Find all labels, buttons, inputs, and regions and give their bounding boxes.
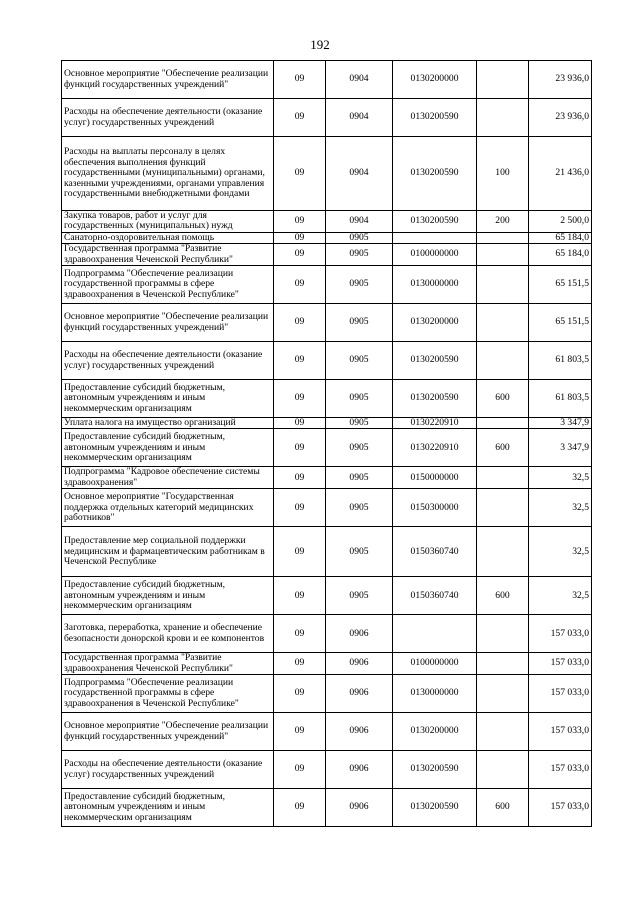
table-row [62,675,592,713]
row-amount: 65 184,0 [529,244,592,266]
row-expense-type [477,304,529,342]
table-row [62,467,592,489]
row-target-article: 0130200590 [393,751,477,789]
row-target-article: 0130200590 [393,211,477,233]
row-section: 09 [274,527,326,577]
row-expense-type [477,615,529,653]
row-target-article: 0130200590 [393,789,477,827]
row-section: 09 [274,211,326,233]
row-amount: 157 033,0 [529,653,592,675]
row-subsection: 0905 [326,232,393,243]
row-amount: 23 936,0 [529,61,592,99]
row-name: Заготовка, переработка, хранение и обеспечение безопасности донорской крови и ее компонентов [62,615,274,653]
row-section: 09 [274,137,326,211]
row-target-article: 0130200590 [393,380,477,418]
row-subsection: 0905 [326,489,393,527]
table-row [62,342,592,380]
row-amount: 32,5 [529,577,592,615]
row-section: 09 [274,99,326,137]
row-name: Подпрограмма "Обеспечение реализации государственной программы в сфере здравоохранения в Чеченской Республике" [62,266,274,304]
row-subsection: 0905 [326,577,393,615]
row-section: 09 [274,429,326,467]
row-name: Расходы на выплаты персоналу в целях обеспечения выполнения функций государственными (муниципальными) органами, казенными учреждениями, органами управления государственными внебюджетными фондами [62,137,274,211]
row-amount: 65 151,5 [529,266,592,304]
row-section: 09 [274,489,326,527]
row-section: 09 [274,342,326,380]
row-expense-type: 600 [477,380,529,418]
row-amount: 3 347,9 [529,418,592,429]
row-expense-type [477,244,529,266]
table-row [62,713,592,751]
row-expense-type [477,751,529,789]
row-amount: 157 033,0 [529,675,592,713]
row-amount: 32,5 [529,489,592,527]
table-row [62,751,592,789]
row-name: Основное мероприятие "Обеспечение реализации функций государственных учреждений" [62,61,274,99]
row-subsection: 0904 [326,99,393,137]
table-row [62,266,592,304]
row-section: 09 [274,789,326,827]
page-number: 192 [310,37,330,52]
row-expense-type [477,232,529,243]
row-subsection: 0905 [326,418,393,429]
row-amount: 23 936,0 [529,99,592,137]
table-row [62,99,592,137]
row-section: 09 [274,615,326,653]
table-row [62,577,592,615]
table-row [62,232,592,243]
row-target-article: 0130200000 [393,61,477,99]
row-target-article: 0130200000 [393,304,477,342]
row-target-article: 0130200000 [393,713,477,751]
row-amount: 65 184,0 [529,232,592,243]
row-expense-type: 600 [477,429,529,467]
row-target-article: 0130200590 [393,342,477,380]
row-target-article: 0100000000 [393,653,477,675]
table-row [62,527,592,577]
row-expense-type [477,266,529,304]
row-amount: 32,5 [529,467,592,489]
row-name: Уплата налога на имущество организаций [62,418,274,429]
row-section: 09 [274,713,326,751]
row-subsection: 0905 [326,527,393,577]
row-expense-type [477,99,529,137]
row-expense-type [477,342,529,380]
table-row [62,137,592,211]
row-expense-type: 600 [477,577,529,615]
row-section: 09 [274,244,326,266]
row-target-article: 0130000000 [393,266,477,304]
row-amount: 157 033,0 [529,713,592,751]
row-expense-type [477,713,529,751]
row-name: Предоставление субсидий бюджетным, автономным учреждениям и иным некоммерческим организациям [62,789,274,827]
row-amount: 157 033,0 [529,615,592,653]
row-subsection: 0905 [326,266,393,304]
row-expense-type [477,467,529,489]
row-amount: 65 151,5 [529,304,592,342]
row-expense-type [477,527,529,577]
row-subsection: 0904 [326,61,393,99]
row-name: Предоставление субсидий бюджетным, автономным учреждениям и иным некоммерческим организациям [62,380,274,418]
row-subsection: 0905 [326,304,393,342]
row-expense-type: 200 [477,211,529,233]
row-subsection: 0905 [326,244,393,266]
row-target-article: 0130200590 [393,99,477,137]
row-amount: 21 436,0 [529,137,592,211]
row-subsection: 0906 [326,789,393,827]
row-name: Расходы на обеспечение деятельности (оказание услуг) государственных учреждений [62,342,274,380]
table-row [62,304,592,342]
row-name: Подпрограмма "Обеспечение реализации государственной программы в сфере здравоохранения в Чеченской Республике" [62,675,274,713]
row-target-article [393,615,477,653]
row-amount: 61 803,5 [529,342,592,380]
row-target-article: 0150300000 [393,489,477,527]
row-name: Предоставление субсидий бюджетным, автономным учреждениям и иным некоммерческим организациям [62,429,274,467]
row-name: Подпрограмма "Кадровое обеспечение системы здравоохранения" [62,467,274,489]
row-amount: 157 033,0 [529,789,592,827]
table-row [62,211,592,233]
row-target-article [393,232,477,243]
row-target-article: 0150360740 [393,577,477,615]
row-name: Санаторно-оздоровительная помощь [62,232,274,243]
row-section: 09 [274,751,326,789]
row-section: 09 [274,653,326,675]
row-subsection: 0906 [326,653,393,675]
row-name: Основное мероприятие "Государственная поддержка отдельных категорий медицинских работников" [62,489,274,527]
row-target-article: 0130000000 [393,675,477,713]
row-subsection: 0905 [326,342,393,380]
row-target-article: 0150000000 [393,467,477,489]
row-target-article: 0100000000 [393,244,477,266]
row-subsection: 0906 [326,751,393,789]
row-section: 09 [274,675,326,713]
row-subsection: 0906 [326,615,393,653]
budget-table [61,60,592,827]
row-target-article: 0130200590 [393,137,477,211]
row-subsection: 0904 [326,137,393,211]
row-target-article: 0150360740 [393,527,477,577]
table-row [62,380,592,418]
table-row [62,418,592,429]
table-row [62,244,592,266]
row-section: 09 [274,467,326,489]
row-amount: 32,5 [529,527,592,577]
table-row [62,653,592,675]
row-name: Расходы на обеспечение деятельности (оказание услуг) государственных учреждений [62,99,274,137]
row-name: Государственная программа "Развитие здравоохранения Чеченской Республики" [62,653,274,675]
row-subsection: 0906 [326,675,393,713]
row-name: Предоставление субсидий бюджетным, автономным учреждениям и иным некоммерческим организациям [62,577,274,615]
table-row [62,615,592,653]
row-section: 09 [274,266,326,304]
row-expense-type: 600 [477,789,529,827]
row-subsection: 0906 [326,713,393,751]
row-expense-type [477,489,529,527]
row-amount: 157 033,0 [529,751,592,789]
row-subsection: 0905 [326,467,393,489]
table-row [62,789,592,827]
row-expense-type [477,675,529,713]
row-name: Государственная программа "Развитие здравоохранения Чеченской Республики" [62,244,274,266]
row-expense-type [477,653,529,675]
row-subsection: 0905 [326,380,393,418]
table-row [62,429,592,467]
table-row [62,489,592,527]
row-section: 09 [274,232,326,243]
row-amount: 2 500,0 [529,211,592,233]
row-section: 09 [274,304,326,342]
row-target-article: 0130220910 [393,429,477,467]
row-subsection: 0904 [326,211,393,233]
row-target-article: 0130220910 [393,418,477,429]
budget-table-body [62,61,592,827]
row-section: 09 [274,418,326,429]
row-expense-type [477,418,529,429]
row-amount: 61 803,5 [529,380,592,418]
row-name: Предоставление мер социальной поддержки медицинским и фармацевтическим работникам в Чеченской Республике [62,527,274,577]
row-section: 09 [274,380,326,418]
row-section: 09 [274,61,326,99]
row-amount: 3 347,9 [529,429,592,467]
row-name: Закупка товаров, работ и услуг для государственных (муниципальных) нужд [62,211,274,233]
row-subsection: 0905 [326,429,393,467]
row-name: Основное мероприятие "Обеспечение реализации функций государственных учреждений" [62,713,274,751]
row-name: Расходы на обеспечение деятельности (оказание услуг) государственных учреждений [62,751,274,789]
row-expense-type: 100 [477,137,529,211]
table-row [62,61,592,99]
row-name: Основное мероприятие "Обеспечение реализации функций государственных учреждений" [62,304,274,342]
row-expense-type [477,61,529,99]
row-section: 09 [274,577,326,615]
